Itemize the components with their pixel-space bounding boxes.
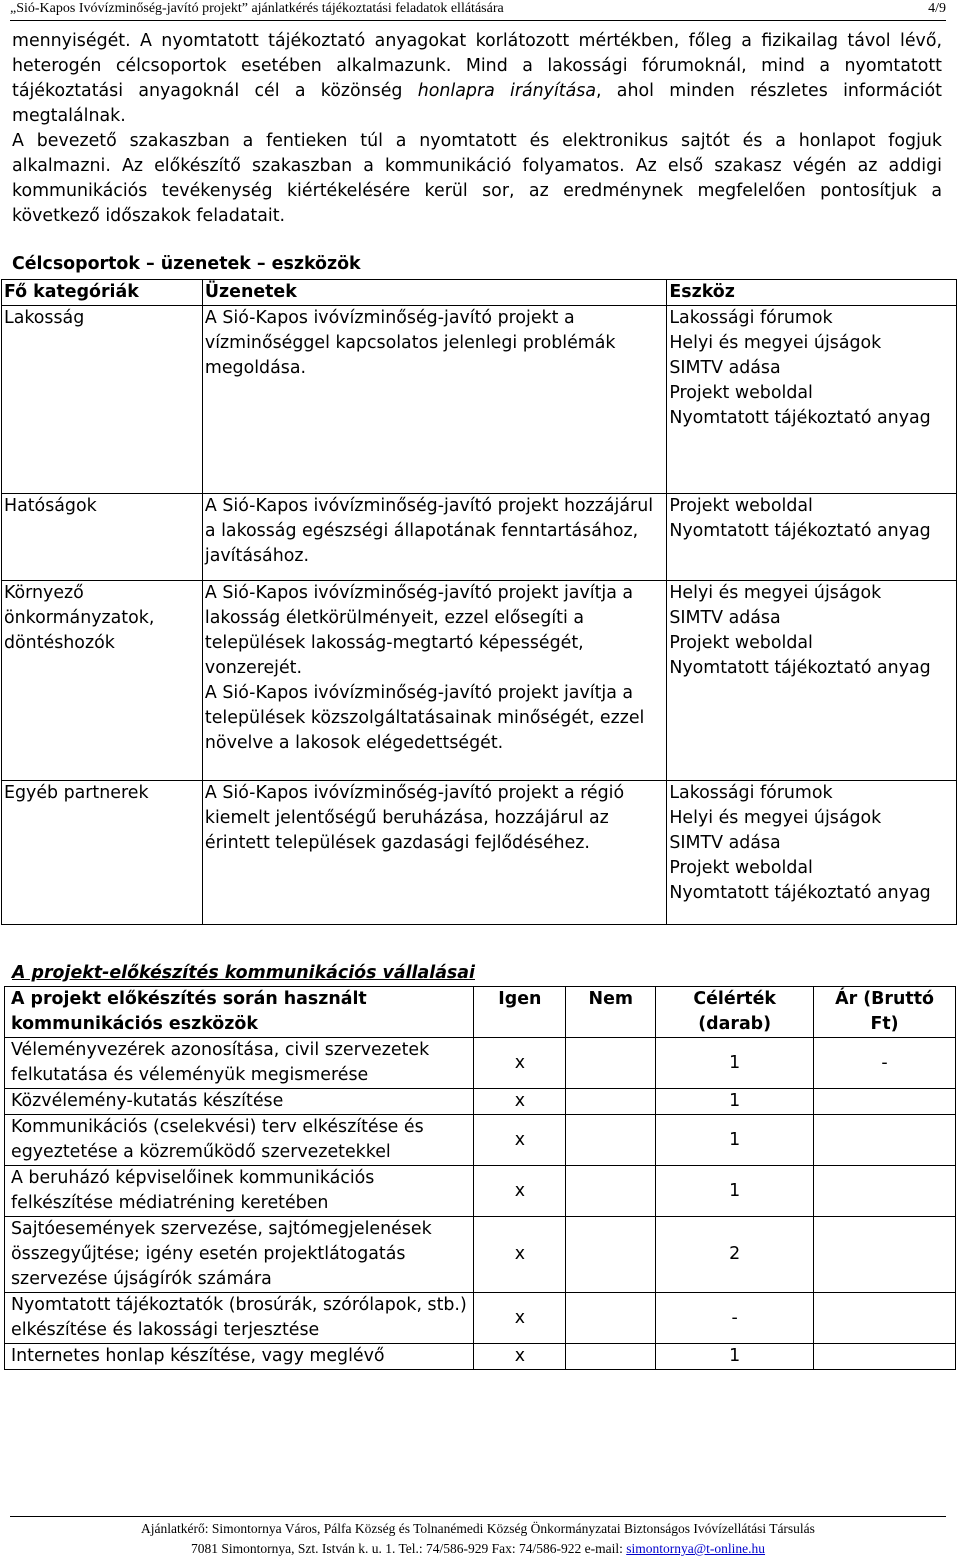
table-row <box>5 1115 956 1166</box>
price-cell <box>814 1166 956 1217</box>
table-row <box>2 306 957 494</box>
tool-item: Nyomtatott tájékoztató anyag <box>669 658 931 678</box>
tool-item: Helyi és megyei újságok <box>669 333 882 353</box>
yes-cell: x <box>474 1217 566 1293</box>
tool-cell: A beruházó képviselőinek kommunikációs felkészítése médiatréning keretében <box>5 1166 474 1217</box>
no-cell <box>566 1089 656 1115</box>
table-header-row <box>5 987 956 1038</box>
message-text: A Sió-Kapos ivóvízminőség-javító projekt hozzájárul a lakosság egészségi állapotának fenntartásához, javításához. <box>204 496 654 566</box>
intro-paragraph-1 <box>12 29 942 129</box>
tool-item: Helyi és megyei újságok <box>669 583 882 603</box>
target-cell: 1 <box>656 1038 814 1089</box>
tool-item: Lakossági fórumok <box>669 308 833 328</box>
tool-item: SIMTV adása <box>669 358 781 378</box>
tools-cell <box>667 781 957 925</box>
price-cell: - <box>814 1038 956 1089</box>
target-cell: 1 <box>656 1115 814 1166</box>
no-cell <box>566 1293 656 1344</box>
message-text: A Sió-Kapos ivóvízminőség-javító projekt javítja a lakosság életkörülményeit, ezzel elősegíti a települések lakosság-megtartó képességét, vonzerejét. <box>204 583 634 678</box>
yes-cell: x <box>474 1344 566 1370</box>
price-cell <box>814 1344 956 1370</box>
target-cell: 1 <box>656 1344 814 1370</box>
message-text: A Sió-Kapos ivóvízminőség-javító projekt javítja a települések közszolgáltatásainak minőségét, ezzel növelve a lakosok elégedettségét. <box>204 683 645 753</box>
target-cell: 2 <box>656 1217 814 1293</box>
tool-item: SIMTV adása <box>669 608 781 628</box>
column-header: Fő kategóriák <box>2 280 203 306</box>
tool-item: Projekt weboldal <box>669 858 813 878</box>
tool-item: SIMTV adása <box>669 833 781 853</box>
tool-cell: Sajtóesemények szervezése, sajtómegjelenések összegyűjtése; igény esetén projektlátogatás szervezése újságírók számára <box>5 1217 474 1293</box>
category-cell: Lakosság <box>2 306 203 494</box>
yes-cell: x <box>474 1089 566 1115</box>
table-row <box>5 1038 956 1089</box>
message-text: A Sió-Kapos ivóvízminőség-javító projekt a vízminőséggel kapcsolatos jelenlegi problémák megoldása. <box>204 308 616 378</box>
tools-cell <box>667 306 957 494</box>
no-cell <box>566 1115 656 1166</box>
yes-cell: x <box>474 1038 566 1089</box>
footer-line-2 <box>10 1539 946 1559</box>
intro-p1-text-a: mennyiségét. A nyomtatott tájékoztató anyagokat korlátozott mértékben, főleg a fizikailag távol lévő, heterogén célcsoportok esetében alkalmazunk. Mind a lakossági fórumoknál, mind a nyomtatott tájékoztatási anyagoknál cél a közönség <box>12 31 942 101</box>
tool-cell: Nyomtatott tájékoztatók (brosúrák, szórólapok, stb.) elkészítése és lakossági terjesztése <box>5 1293 474 1344</box>
footer-line-1: Ajánlatkérő: Simontornya Város, Pálfa Község és Tolnanémedi Község Önkormányzatai Biztonságos Ivóvízellátási Társulás <box>141 1521 815 1536</box>
category-cell: Környező önkormányzatok, döntéshozók <box>2 581 203 781</box>
no-cell <box>566 1344 656 1370</box>
header-title: „Sió-Kapos Ivóvízminőség-javító projekt” ajánlatkérés tájékoztatási feladatok ellátására <box>10 1 504 16</box>
tool-item: Helyi és megyei újságok <box>669 808 882 828</box>
intro-p1-emphasis: honlapra irányítása <box>417 81 596 101</box>
column-header: A projekt előkészítés során használt kommunikációs eszközök <box>5 987 474 1038</box>
tool-cell: Kommunikációs (cselekvési) terv elkészítése és egyeztetése a közreműködő szervezetekkel <box>5 1115 474 1166</box>
column-header: Ár (Bruttó Ft) <box>814 987 956 1038</box>
table-row <box>5 1166 956 1217</box>
page-footer <box>10 1516 946 1559</box>
category-cell: Hatóságok <box>2 494 203 581</box>
tool-item: Projekt weboldal <box>669 383 813 403</box>
page-header <box>10 0 946 21</box>
table-row <box>5 1293 956 1344</box>
tool-item: Nyomtatott tájékoztató anyag <box>669 883 931 903</box>
no-cell <box>566 1217 656 1293</box>
price-cell <box>814 1089 956 1115</box>
price-cell <box>814 1293 956 1344</box>
message-text: A Sió-Kapos ivóvízminőség-javító projekt a régió kiemelt jelentőségű beruházása, hozzájárul az érintett települések gazdasági fejlődéséhez. <box>204 783 625 853</box>
target-groups-title: Célcsoportok – üzenetek – eszközök <box>12 254 361 274</box>
table-row <box>5 1217 956 1293</box>
table-row <box>2 581 957 781</box>
no-cell <box>566 1166 656 1217</box>
no-cell <box>566 1038 656 1089</box>
commitments-title: A projekt-előkészítés kommunikációs vállalásai <box>12 963 475 983</box>
tool-item: Lakossági fórumok <box>669 783 833 803</box>
message-cell <box>202 781 666 925</box>
table-row <box>5 1089 956 1115</box>
category-cell: Egyéb partnerek <box>2 781 203 925</box>
target-cell: - <box>656 1293 814 1344</box>
tool-cell: Közvélemény-kutatás készítése <box>5 1089 474 1115</box>
commitments-table <box>4 986 956 1370</box>
yes-cell: x <box>474 1115 566 1166</box>
page-number: 4/9 <box>928 1 946 16</box>
target-groups-table <box>1 279 957 925</box>
tools-cell <box>667 494 957 581</box>
table-row <box>2 781 957 925</box>
price-cell <box>814 1217 956 1293</box>
tool-item: Nyomtatott tájékoztató anyag <box>669 408 931 428</box>
target-cell: 1 <box>656 1166 814 1217</box>
footer-contact: 7081 Simontornya, Szt. István k. u. 1. Tel.: 74/586-929 Fax: 74/586-922 e-mail: <box>190 1541 627 1556</box>
tool-cell: Véleményvezérek azonosítása, civil szervezetek felkutatása és véleményük megismerése <box>5 1038 474 1089</box>
column-header: Nem <box>566 987 656 1038</box>
message-cell <box>202 494 666 581</box>
tool-item: Projekt weboldal <box>669 496 813 516</box>
tool-item: Projekt weboldal <box>669 633 813 653</box>
price-cell <box>814 1115 956 1166</box>
intro-paragraph-2: A bevezető szakaszban a fentieken túl a nyomtatott és elektronikus sajtót és a honlapot fogjuk alkalmazni. Az előkészítő szakaszban a kommunikáció folyamatos. Az első szakasz végén az addigi kommunikációs tevékenység kiértékelésére kerül sor, az eredménynek megfelelően pontosítjuk a következő időszakok feladatait. <box>12 131 942 226</box>
tools-cell <box>667 581 957 781</box>
column-header: Igen <box>474 987 566 1038</box>
table-row <box>5 1344 956 1370</box>
message-cell <box>202 306 666 494</box>
tool-item: Nyomtatott tájékoztató anyag <box>669 521 931 541</box>
column-header: Eszköz <box>667 280 957 306</box>
yes-cell: x <box>474 1166 566 1217</box>
column-header: Célérték (darab) <box>656 987 814 1038</box>
table-row <box>2 494 957 581</box>
yes-cell: x <box>474 1293 566 1344</box>
table-header-row <box>2 280 957 306</box>
email-link[interactable]: simontornya@t-online.hu <box>626 1541 766 1556</box>
column-header: Üzenetek <box>202 280 666 306</box>
tool-cell: Internetes honlap készítése, vagy meglévő <box>5 1344 474 1370</box>
message-cell <box>202 581 666 781</box>
intro-p1-text-b: , ahol minden részletes információt megtalálnak. <box>12 81 942 126</box>
target-cell: 1 <box>656 1089 814 1115</box>
